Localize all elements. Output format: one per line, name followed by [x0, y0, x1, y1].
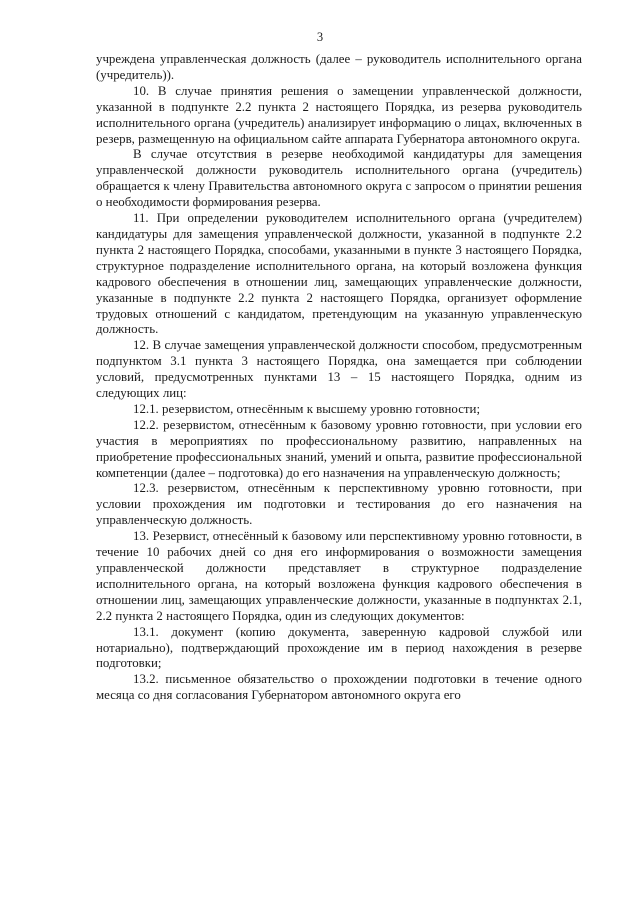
paragraph-13-2: 13.2. письменное обязательство о прохождении подготовки в течение одного месяца со дня согласования Губернатором автономного округа его: [96, 672, 582, 703]
paragraph-11: 11. При определении руководителем исполнительного органа (учредителем) кандидатуры для замещения управленческой должности, указанной в подпункте 2.2 пункта 2 настоящего Порядка, способами, указанными в пункте 3 настоящего Порядка, структурное подразделение исполнительного органа, на который возложена функция кадрового обеспечения в отношении лиц, замещающих управленческие должности, указанные в подпункте 2.2 пункта 2 настоящего Порядка, организует оформление трудовых отношений с кандидатом, претендующим на указанную управленческую должность.: [96, 211, 582, 337]
paragraph-12-3: 12.3. резервистом, отнесённым к перспективному уровню готовности, при условии прохождения им подготовки и тестирования до его назначения на управленческую должность.: [96, 481, 582, 528]
paragraph-10: 10. В случае принятия решения о замещении управленческой должности, указанной в подпункте 2.2 пункта 2 настоящего Порядка, из резерва руководитель исполнительного органа (учредитель) анализирует информацию о лицах, включенных в резерв, размещенную на официальном сайте аппарата Губернатора автономного округа.: [96, 83, 582, 146]
paragraph-13: 13. Резервист, отнесённый к базовому или перспективному уровню готовности, в течение 10 рабочих дней со дня его информирования о возможности замещения управленческой должности представляет в структурное подразделение исполнительного органа, на который возложена функция кадрового обеспечения в отношении лиц, замещающих управленческие должности, указанные в подпунктах 2.1, 2.2 пункта 2 настоящего Порядка, один из следующих документов:: [96, 529, 582, 623]
paragraph-10-absence: В случае отсутствия в резерве необходимой кандидатуры для замещения управленческой должности руководитель исполнительного органа (учредитель) обращается к члену Правительства автономного округа с запросом о принятии решения о необходимости формирования резерва.: [96, 147, 582, 210]
paragraph-12: 12. В случае замещения управленческой должности способом, предусмотренным подпунктом 3.1 пункта 3 настоящего Порядка, она замещается при соблюдении условий, предусмотренных пунктами 13 – 15 настоящего Порядка, одним из следующих лиц:: [96, 338, 582, 401]
paragraph-continuation: учреждена управленческая должность (далее – руководитель исполнительного органа (учредитель)).: [96, 52, 582, 82]
paragraph-12-1: 12.1. резервистом, отнесённым к высшему уровню готовности;: [133, 401, 481, 416]
document-body: [96, 52, 582, 704]
paragraph-12-2: 12.2. резервистом, отнесённым к базовому уровню готовности, при условии его участия в мероприятиях по профессиональному развитию, направленных на приобретение профессиональных знаний, умений и опыта, развитие профессиональной компетенции (далее – подготовка) до его назначения на управленческую должность;: [96, 417, 582, 480]
page-number: 3: [316, 30, 324, 44]
paragraph-13-1: 13.1. документ (копию документа, заверенную кадровой службой или нотариально), подтверждающий прохождение им в период нахождения в резерве подготовки;: [96, 624, 582, 671]
